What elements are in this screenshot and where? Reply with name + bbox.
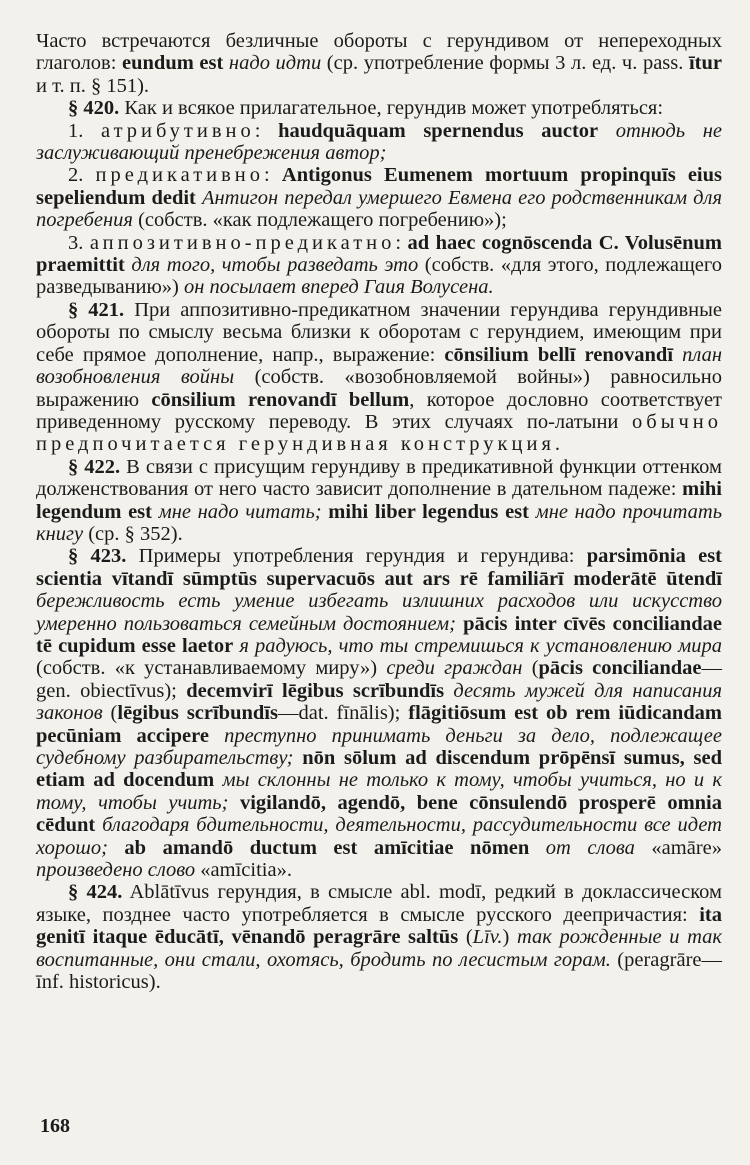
body-text: (собств. «к устанавливаемому миру»): [36, 657, 387, 680]
spaced-emphasis: аппозитивно-предикатно: [89, 231, 396, 254]
body-text: (собств. «возобновляемой войны») равносильно выражению: [36, 366, 722, 411]
body-text: (ср. § 352).: [83, 522, 183, 545]
translation-text: для того, чтобы разведать это: [124, 254, 419, 277]
latin-example: vigilandō, agendō, bene cōnsulendō prosperē omnia cēdunt: [36, 791, 723, 837]
latin-example: nōn sōlum ad discendum prōpēnsī sumus, sed etiam ad docendum: [36, 747, 723, 792]
body-text: «amāre»: [634, 836, 723, 859]
translation-text: я радуюсь, что ты стремишься к установлению мира: [233, 634, 722, 657]
latin-example: § 420.: [68, 97, 120, 120]
body-text: 1.: [68, 119, 101, 142]
latin-example: § 424.: [68, 881, 123, 904]
paragraph: [36, 97, 722, 119]
translation-text: так рожденные и так воспитанные, они стали, охотясь, бродить по лесистым горам.: [36, 926, 723, 971]
translation-text: мне надо читать;: [151, 500, 322, 523]
translation-text: от слова: [529, 836, 635, 859]
body-text: Часто встречаются безличные обороты с герундивом от непереходных глаголов:: [36, 30, 722, 75]
translation-text: мне надо прочитать книгу: [36, 500, 723, 545]
latin-example: Antigonus Eumenem mortuum propinquīs eius sepeliendum dedit: [36, 164, 722, 209]
body-text: [228, 792, 240, 814]
spaced-emphasis: обычно предпочитается герундивная конструкция: [36, 410, 722, 456]
latin-example: decemvirī lēgibus scrībundīs: [186, 679, 445, 702]
body-text: (ср. употребление формы 3 л. ед. ч. pass.: [321, 52, 689, 75]
translation-text: отнюдь не заслуживающий пренебрежения автор;: [36, 119, 723, 165]
body-text: (peragrāre—īnf. historicus).: [36, 948, 722, 994]
body-text: При аппозитивно-предикатном значении герундива герундивные обороты по смыслу весьма близки к оборотам с герундием, имеющим при себе прямое дополнение, напр., выражение:: [36, 298, 723, 366]
body-text: :: [254, 119, 279, 142]
latin-example: cōnsilium bellī renovandī: [444, 343, 674, 366]
page-body: [36, 30, 722, 993]
body-text: .: [554, 433, 560, 456]
translation-text: среди граждан: [386, 657, 523, 680]
spaced-emphasis: предикативно: [95, 164, 265, 187]
latin-example: eundum est: [122, 52, 224, 75]
translation-text: десять мужей для написания законов: [36, 679, 722, 725]
body-text: Ablātīvus герундия, в смысле abl. modī, редкий в доклассическом языке, позднее часто употребляется в смысле русского деепричастия:: [36, 881, 722, 926]
latin-example: § 423.: [68, 545, 127, 568]
latin-example: pācis inter cīvēs conciliandae tē cupidum esse laetor: [36, 612, 722, 657]
paragraph: [36, 456, 722, 546]
latin-example: lēgibus scrībundīs: [117, 702, 278, 725]
translation-text: преступно принимать деньги за дело, подлежащее судебному разбирательству;: [36, 724, 722, 769]
paragraph: [36, 881, 722, 993]
body-text: 3.: [68, 231, 90, 254]
paragraph: [36, 30, 722, 97]
translation-text: благодаря бдительности, деятельности, рассудительности все идет хорошо;: [36, 814, 722, 859]
latin-example: cōnsilium renovandī bellum: [151, 388, 410, 411]
body-text: (: [102, 702, 118, 725]
paragraph: [36, 299, 722, 456]
body-text: (: [522, 657, 539, 680]
translation-text: Антигон передал умершего Евмена его родственникам для погребения: [36, 186, 722, 232]
body-text: [108, 837, 125, 859]
latin-example: haudquāquam spernendus auctor: [278, 119, 599, 142]
translation-text: произведено слово: [36, 859, 196, 882]
translation-text: он посылает вперед Гаия Волусена.: [184, 276, 494, 299]
page-number: 168: [40, 1115, 70, 1137]
body-text: Как и всякое прилагательное, герундив может употребляться:: [119, 97, 664, 120]
latin-example: mihi liber legendus est: [328, 500, 529, 523]
body-text: :: [395, 231, 408, 254]
latin-example: pācis conciliandae: [538, 657, 702, 680]
body-text: (собств. «для этого, подлежащего разведыванию»): [36, 254, 722, 299]
paragraph: [36, 164, 722, 231]
body-text: и т. п. § 151).: [36, 74, 150, 97]
body-text: (: [458, 926, 473, 949]
body-text: , которое дословно соответствует приведенному русскому переводу. В этих случаях по-латыни: [36, 388, 722, 433]
body-text: Примеры употребления герундия и герундива:: [126, 545, 587, 568]
latin-example: mihi legendum est: [36, 478, 722, 523]
body-text: (собств. «как подлежащего погребению»);: [132, 209, 507, 232]
body-text: 2.: [68, 164, 96, 187]
body-text: [293, 747, 302, 769]
translation-text: бережливость есть умение избегать излишних расходов или искусство умеренно пользоваться семейным достоянием;: [36, 590, 722, 635]
body-text: :: [264, 164, 282, 187]
translation-text: надо идти: [223, 52, 322, 75]
latin-example: ītur: [688, 52, 723, 75]
translation-text: Līv.: [472, 926, 503, 949]
latin-example: ab amandō ductum est amīcitiae nōmen: [124, 836, 530, 859]
latin-example: ad haec cognōscenda C. Volusēnum praemittit: [36, 231, 723, 277]
spaced-emphasis: атрибутивно: [101, 119, 255, 142]
body-text: ): [502, 926, 517, 949]
body-text: —gen. obiectīvus);: [36, 657, 723, 702]
paragraph: [36, 120, 722, 165]
body-text: —dat. fīnālis);: [277, 702, 409, 725]
body-text: [456, 613, 463, 635]
latin-example: ita genitī itaque ēducātī, vēnandō peragrāre saltūs: [36, 903, 722, 949]
body-text: В связи с присущим герундиву в предикативной функции оттенком долженствования от него часто зависит дополнение в дательном падеже:: [36, 455, 722, 501]
latin-example: § 422.: [68, 455, 121, 478]
latin-example: § 421.: [68, 298, 125, 321]
latin-example: parsimōnia est scientia vītandī sūmptūs supervacuōs aut ars rē familiārī moderātē ūtendī: [36, 545, 723, 590]
translation-text: мы склонны не только к тому, чтобы учиться, но и к тому, чтобы учить;: [36, 769, 723, 814]
paragraph: [36, 545, 722, 881]
translation-text: план возобновления войны: [36, 343, 722, 389]
paragraph: [36, 232, 722, 299]
latin-example: flāgitiōsum est ob rem iūdicandam pecūniam accipere: [36, 702, 723, 747]
body-text: «amīcitia».: [195, 859, 292, 882]
